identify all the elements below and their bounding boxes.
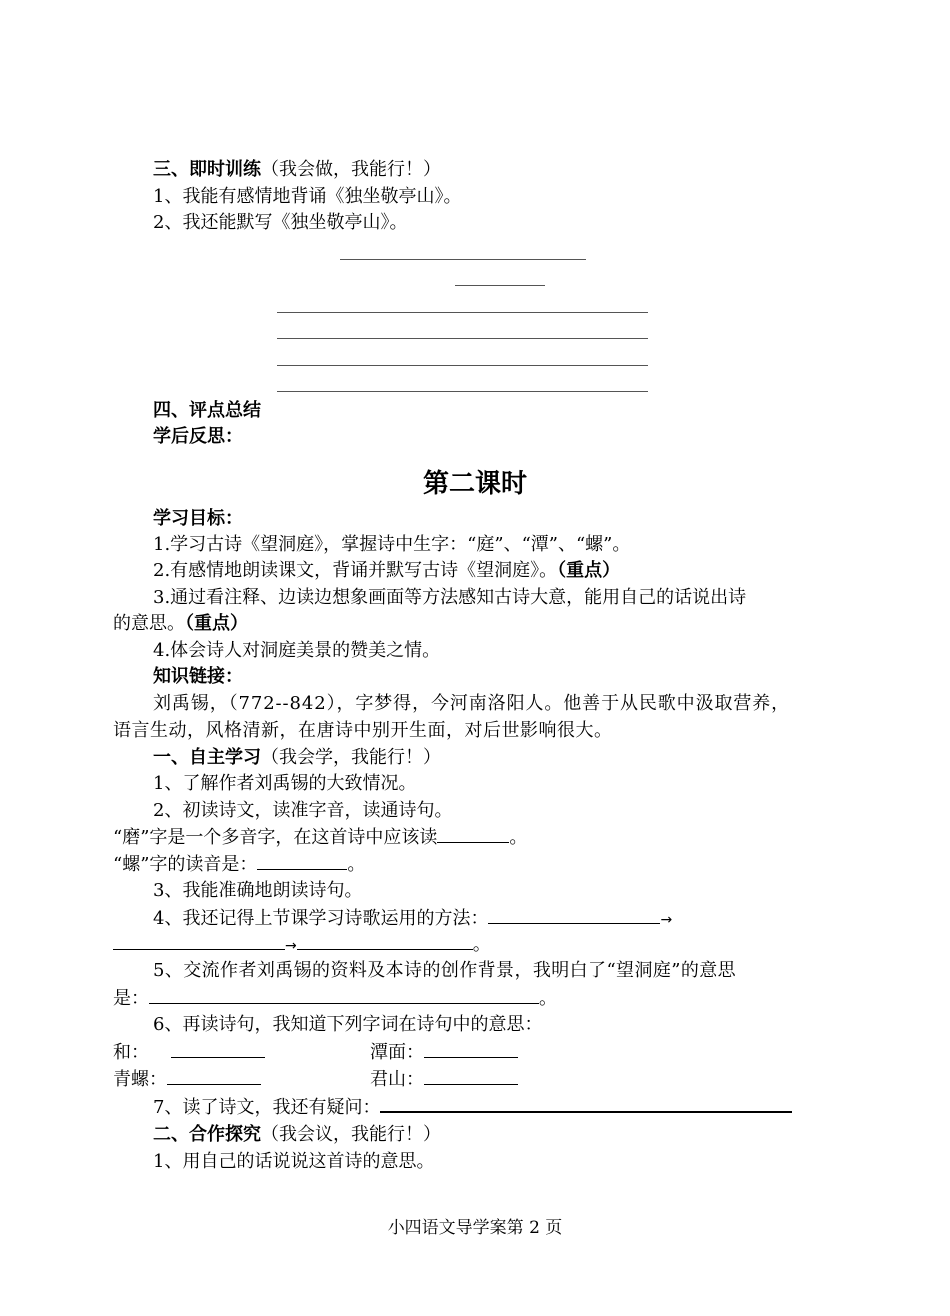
knowledge-text-2: 语言生动，风格清新，在唐诗中别开生面，对后世影响很大。 bbox=[113, 720, 613, 741]
page-footer: 小四语文导学案第 2 页 bbox=[387, 1218, 563, 1238]
section3-heading: 三、即时训练（我会做，我能行！） bbox=[153, 159, 441, 180]
section1-heading: 一、自主学习（我会学，我能行！） bbox=[153, 747, 441, 768]
knowledge-heading: 知识链接： bbox=[153, 666, 243, 687]
word-junshan: 君山： bbox=[370, 1066, 518, 1093]
answer-line-1[interactable] bbox=[340, 259, 586, 260]
arrow-icon: → bbox=[285, 938, 297, 954]
blank-luo-reading[interactable] bbox=[257, 851, 347, 870]
goal-2: 2.有感情地朗读课文，背诵并默写古诗《望洞庭》。（重点） bbox=[153, 560, 621, 581]
s1-item7: 7、读了诗文，我还有疑问： bbox=[153, 1093, 792, 1121]
goals-heading: 学习目标： bbox=[153, 508, 243, 529]
arrow-icon: → bbox=[660, 912, 673, 928]
s1-item2-polyphone: “磨”字是一个多音字，在这首诗中应该读 。 bbox=[113, 824, 527, 851]
answer-line-3[interactable] bbox=[277, 312, 648, 313]
blank-qingluo[interactable] bbox=[167, 1066, 261, 1085]
section2-heading: 二、合作探究（我会议，我能行！） bbox=[153, 1124, 441, 1145]
reflection-label: 学后反思： bbox=[153, 426, 243, 447]
s1-item2-luo: “螺”字的读音是： 。 bbox=[113, 851, 365, 878]
s1-item1: 1、了解作者刘禹锡的大致情况。 bbox=[153, 773, 417, 794]
blank-title-meaning[interactable] bbox=[149, 985, 539, 1004]
section4-heading: 四、评点总结 bbox=[153, 400, 261, 421]
answer-line-6[interactable] bbox=[277, 391, 648, 392]
s3-item2: 2、我还能默写《独坐敬亭山》。 bbox=[153, 212, 408, 233]
word-qingluo: 青螺： bbox=[113, 1066, 261, 1093]
answer-line-2[interactable] bbox=[455, 285, 545, 286]
knowledge-text-1: 刘禹锡，（772--842），字梦得，今河南洛阳人。他善于从民歌中汲取营养， bbox=[153, 693, 791, 714]
blank-method-2[interactable] bbox=[113, 931, 285, 950]
answer-line-5[interactable] bbox=[277, 365, 648, 366]
blank-he[interactable] bbox=[171, 1039, 265, 1058]
s1-item4: 4、我还记得上节课学习诗歌运用的方法： → bbox=[153, 905, 672, 933]
blank-mo-reading[interactable] bbox=[437, 824, 509, 843]
answer-line-4[interactable] bbox=[277, 338, 648, 339]
blank-junshan[interactable] bbox=[424, 1066, 518, 1085]
s1-item6: 6、再读诗句，我知道下列字词在诗句中的意思： bbox=[153, 1014, 543, 1035]
s1-item5: 5、交流作者刘禹锡的资料及本诗的创作背景，我明白了“望洞庭”的意思 bbox=[153, 960, 737, 981]
s1-item5-cont: 是： 。 bbox=[113, 985, 557, 1012]
blank-tanmian[interactable] bbox=[424, 1039, 518, 1058]
blank-method-1[interactable] bbox=[488, 905, 660, 924]
word-tanmian: 潭面： bbox=[370, 1039, 518, 1066]
lesson2-title: 第二课时 bbox=[422, 469, 527, 499]
s3-item1: 1、我能有感情地背诵《独坐敬亭山》。 bbox=[153, 186, 462, 207]
blank-questions[interactable] bbox=[380, 1093, 792, 1113]
s1-item3: 3、我能准确地朗读诗句。 bbox=[153, 880, 363, 901]
goal-3-cont: 的意思。（重点） bbox=[113, 613, 248, 634]
word-he: 和： bbox=[113, 1039, 265, 1066]
blank-method-3[interactable] bbox=[297, 931, 473, 950]
s2-item1: 1、用自己的话说说这首诗的意思。 bbox=[153, 1151, 435, 1172]
goal-4: 4.体会诗人对洞庭美景的赞美之情。 bbox=[153, 640, 441, 661]
s1-item4-cont: → 。 bbox=[113, 931, 491, 959]
goal-1: 1.学习古诗《望洞庭》，掌握诗中生字：“庭”、“潭”、“螺”。 bbox=[153, 534, 631, 555]
s1-item2: 2、初读诗文，读准字音，读通诗句。 bbox=[153, 800, 453, 821]
goal-3: 3.通过看注释、边读边想象画面等方法感知古诗大意，能用自己的话说出诗 bbox=[153, 587, 747, 608]
